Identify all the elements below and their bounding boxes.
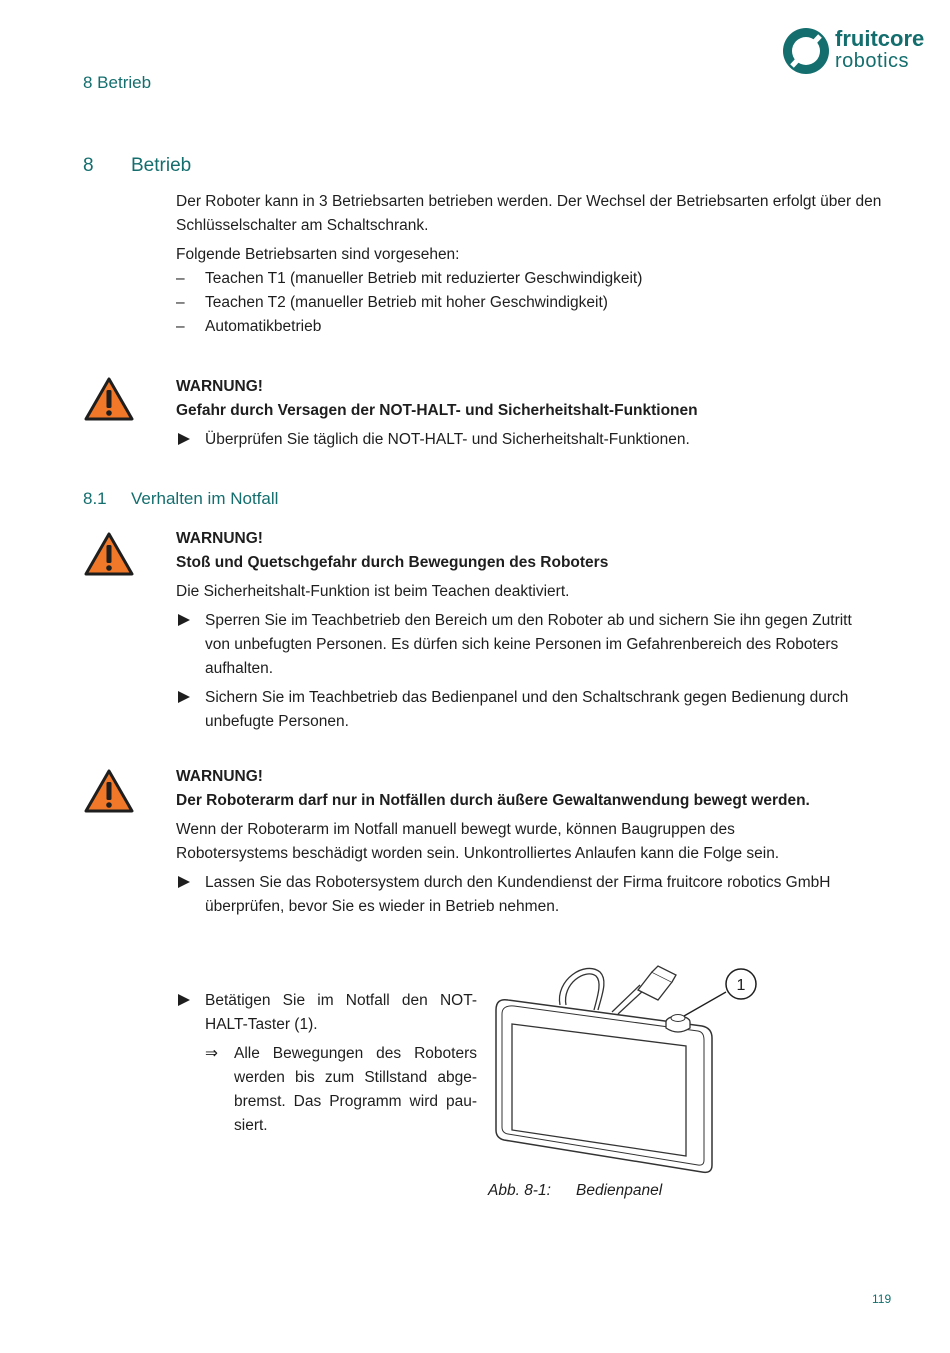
warning-action-line: von unbefugten Personen. Es dürfen sich keine Personen im Gefahrenbereich des Roboters — [205, 636, 839, 653]
emergency-result-line: siert. — [234, 1117, 268, 1134]
mode-dash: – — [176, 318, 185, 335]
warning-label: WARNUNG! — [176, 378, 263, 395]
mode-item: Automatikbetrieb — [205, 318, 322, 335]
warning-action-line: aufhalten. — [205, 660, 274, 677]
warning-action-line: überprüfen, bevor Sie es wieder in Betrieb nehmen. — [205, 898, 560, 915]
emergency-action — [205, 989, 477, 1037]
warning-triangle-icon — [83, 768, 135, 814]
emergency-action-line: HALT-Taster (1). — [205, 1016, 318, 1033]
warning-action-line: unbefugte Personen. — [205, 713, 349, 730]
warning-triangle-icon — [83, 531, 135, 577]
warning-action-line: Sperren Sie im Teachbetrieb den Bereich um den Roboter ab und sichern Sie ihn gegen Zutritt — [205, 612, 852, 629]
intro-line: Der Roboter kann in 3 Betriebsarten betrieben werden. Der Wechsel der Betriebsarten erfolgt über den — [176, 193, 882, 210]
warning-text-line: Wenn der Roboterarm im Notfall manuell bewegt wurde, können Baugruppen des — [176, 821, 735, 838]
warning-triangle-icon — [83, 376, 135, 422]
page-number: 119 — [872, 1292, 892, 1306]
emergency-result-line: bremst. Das Programm wird pau- — [234, 1093, 477, 1110]
section-number: 8.1 — [83, 489, 107, 508]
warning-action — [205, 686, 875, 734]
arrow-right-icon — [178, 614, 190, 626]
emergency-result — [234, 1042, 477, 1138]
warning-action-line: Sichern Sie im Teachbetrieb das Bedienpanel und den Schaltschrank gegen Bedienung durch — [205, 689, 849, 706]
mode-item: Teachen T2 (manueller Betrieb mit hoher Geschwindigkeit) — [205, 294, 608, 311]
implies-arrow-icon: ⇒ — [205, 1045, 218, 1062]
modes-intro: Folgende Betriebsarten sind vorgesehen: — [176, 246, 460, 263]
warning-title: Der Roboterarm darf nur in Notfällen durch äußere Gewaltanwendung bewegt werden. — [176, 792, 810, 809]
running-header: 8 Betrieb — [83, 73, 152, 92]
control-panel-figure — [490, 960, 760, 1180]
chapter-title: Betrieb — [131, 155, 192, 176]
arrow-right-icon — [178, 433, 190, 445]
logo-word-robotics: robotics — [835, 50, 910, 72]
warning-title: Stoß und Quetschgefahr durch Bewegungen des Roboters — [176, 554, 609, 571]
emergency-action-line: Betätigen Sie im Notfall den NOT- — [205, 992, 477, 1009]
section-title: Verhalten im Notfall — [131, 489, 279, 508]
chapter-number: 8 — [83, 155, 94, 176]
arrow-right-icon — [178, 994, 190, 1006]
warning-label: WARNUNG! — [176, 768, 263, 785]
warning-action — [205, 609, 875, 681]
mode-dash: – — [176, 294, 185, 311]
emergency-result-line: werden bis zum Stillstand abge- — [234, 1069, 477, 1086]
warning-text — [176, 818, 896, 866]
emergency-result-line: Alle Bewegungen des Roboters — [234, 1045, 477, 1062]
figure-caption-number: Abb. 8-1: — [488, 1182, 551, 1199]
warning-title: Gefahr durch Versagen der NOT-HALT- und Sicherheitshalt-Funktionen — [176, 402, 698, 419]
arrow-right-icon — [178, 691, 190, 703]
warning-text-line: Robotersystems beschädigt worden sein. Unkontrolliertes Anlaufen kann die Folge sein. — [176, 845, 780, 862]
mode-dash: – — [176, 270, 185, 287]
figure-callout-number: 1 — [736, 977, 746, 994]
warning-label: WARNUNG! — [176, 530, 263, 547]
logo-word-fruitcore: fruitcore — [835, 26, 925, 51]
mode-item: Teachen T1 (manueller Betrieb mit reduzierter Geschwindigkeit) — [205, 270, 643, 287]
warning-action-line: Lassen Sie das Robotersystem durch den Kundendienst der Firma fruitcore robotics GmbH — [205, 874, 831, 891]
warning-text: Die Sicherheitshalt-Funktion ist beim Teachen deaktiviert. — [176, 583, 570, 600]
intro-line: Schlüsselschalter am Schaltschrank. — [176, 217, 429, 234]
logo-mark-icon — [780, 26, 832, 76]
warning-action: Überprüfen Sie täglich die NOT-HALT- und Sicherheitshalt-Funktionen. — [205, 431, 690, 448]
warning-action — [205, 871, 875, 919]
arrow-right-icon — [178, 876, 190, 888]
intro-paragraph — [176, 190, 896, 238]
figure-caption-text: Bedienpanel — [576, 1182, 663, 1199]
